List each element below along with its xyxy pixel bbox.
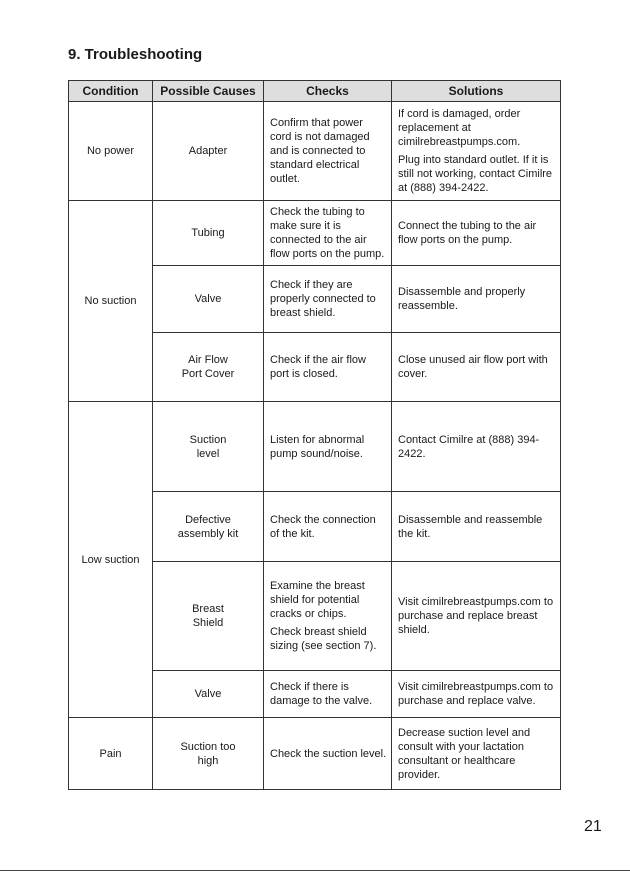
cause-cell	[153, 102, 264, 201]
cause-text: Valve	[194, 688, 222, 700]
cause-text: Valve	[194, 293, 222, 305]
solution-text: Visit cimilrebreastpumps.com to purchase and replace valve.	[398, 681, 554, 707]
solution-text: Disassemble and properly reassemble.	[398, 286, 526, 312]
check-text: Confirm that power cord is not damaged and is connected to standard electrical outlet.	[270, 117, 370, 185]
solution-text: Connect the tubing to the air flow ports on the pump.	[398, 220, 537, 246]
condition-cell: No power	[69, 102, 153, 201]
cause-text: Defective assembly kit	[177, 513, 239, 540]
check-text: Check breast shield sizing (see section 7).	[270, 626, 377, 652]
solution-text: Visit cimilrebreastpumps.com to purchase and replace breast shield.	[398, 596, 554, 636]
solution-text: Disassemble and reassemble the kit.	[398, 513, 543, 540]
solution-cell	[392, 102, 561, 201]
check-cell	[264, 492, 392, 562]
cause-cell	[153, 201, 264, 266]
solution-cell	[392, 492, 561, 562]
footer-rule	[0, 870, 630, 871]
check-cell	[264, 402, 392, 492]
check-text: Check if there is damage to the valve.	[270, 681, 373, 707]
column-header-checks: Checks	[264, 81, 392, 102]
check-text: Check the tubing to make sure it is connected to the air flow ports on the pump.	[270, 206, 385, 260]
check-cell	[264, 562, 392, 671]
page-number: 21	[584, 818, 602, 835]
cause-cell	[153, 562, 264, 671]
table-row	[69, 201, 561, 266]
cause-cell	[153, 266, 264, 333]
table-row	[69, 718, 561, 790]
condition-cell: Low suction	[69, 402, 153, 718]
check-cell	[264, 102, 392, 201]
solution-text: Decrease suction level and consult with your lactation consultant or healthcare provider.	[398, 726, 531, 781]
check-text: Check if the air flow port is closed.	[270, 354, 366, 380]
column-header-causes: Possible Causes	[153, 81, 264, 102]
table-row	[69, 102, 561, 201]
check-cell	[264, 201, 392, 266]
solution-cell	[392, 671, 561, 718]
column-header-solutions: Solutions	[392, 81, 561, 102]
solution-cell	[392, 402, 561, 492]
cause-cell	[153, 402, 264, 492]
solution-text: Contact Cimilre at (888) 394-2422.	[398, 433, 540, 460]
cause-text: Breast Shield	[192, 603, 224, 629]
solution-cell	[392, 333, 561, 402]
check-cell	[264, 266, 392, 333]
cause-text: Suction level	[189, 433, 227, 460]
check-text: Check the connection of the kit.	[270, 513, 376, 540]
cause-cell	[153, 671, 264, 718]
solution-text: Plug into standard outlet. If it is still not working, contact Cimilre at (888) 394-2422.	[398, 154, 553, 194]
solution-cell	[392, 266, 561, 333]
condition-cell: Pain	[69, 718, 153, 790]
check-cell	[264, 718, 392, 790]
condition-cell: No suction	[69, 201, 153, 402]
table-header-row	[69, 81, 561, 102]
solution-text: If cord is damaged, order replacement at cimilrebreastpumps.com.	[398, 108, 521, 148]
check-text: Check if they are properly connected to breast shield.	[270, 279, 376, 319]
cause-cell	[153, 333, 264, 402]
troubleshooting-table	[68, 80, 561, 790]
check-text: Listen for abnormal pump sound/noise.	[270, 433, 365, 460]
cause-text: Suction too high	[180, 740, 236, 767]
solution-cell	[392, 718, 561, 790]
check-text: Check the suction level.	[270, 747, 387, 760]
solution-cell	[392, 201, 561, 266]
solution-cell	[392, 562, 561, 671]
check-text: Examine the breast shield for potential cracks or chips.	[270, 580, 365, 620]
cause-cell	[153, 718, 264, 790]
page-title: 9. Troubleshooting	[68, 46, 203, 63]
solution-text: Close unused air flow port with cover.	[398, 354, 548, 380]
cause-text: Tubing	[191, 227, 225, 239]
column-header-condition: Condition	[69, 81, 153, 102]
table-row	[69, 402, 561, 492]
cause-cell	[153, 492, 264, 562]
cause-text: Adapter	[188, 145, 228, 157]
check-cell	[264, 333, 392, 402]
check-cell	[264, 671, 392, 718]
cause-text: Air Flow Port Cover	[181, 354, 235, 380]
